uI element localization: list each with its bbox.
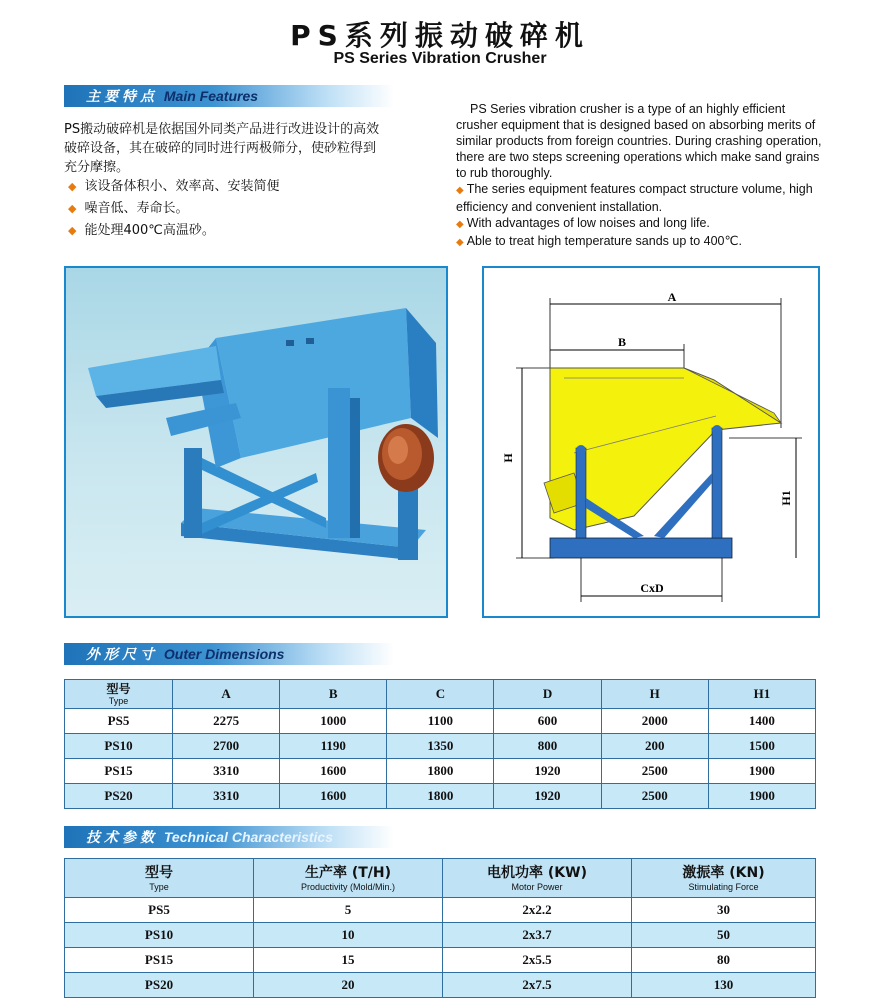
table-cell: 2x3.7 xyxy=(443,923,632,948)
table-cell: 50 xyxy=(632,923,816,948)
feature-item-en: ◆ The series equipment features compact structure volume, high efficiency and convenient installation. xyxy=(456,182,813,214)
table-cell: PS10 xyxy=(65,734,173,759)
feature-item-zh: ◆ 噪音低、寿命长。 xyxy=(68,201,189,216)
table-cell: 1900 xyxy=(708,784,815,809)
table-cell: 1400 xyxy=(708,709,815,734)
table-cell: 2500 xyxy=(601,759,708,784)
table-row xyxy=(65,923,816,948)
features-list-zh xyxy=(68,176,388,242)
table-cell: 1190 xyxy=(280,734,387,759)
features-intro-zh: PS搬动破碎机是依据国外同类产品进行改进设计的高效破碎设备，其在破碎的同时进行两极筛分，使砂粒得到充分摩擦。 xyxy=(64,122,380,175)
features-list-en xyxy=(456,181,828,251)
dimensions-table xyxy=(64,679,816,809)
diamond-bullet-icon: ◆ xyxy=(456,219,464,230)
table-cell: 3310 xyxy=(173,759,280,784)
table-cell: PS20 xyxy=(65,784,173,809)
table-cell: 1900 xyxy=(708,759,815,784)
dim-label-h: H xyxy=(501,453,515,463)
column-header: C xyxy=(387,680,494,709)
machine-photo xyxy=(64,266,448,618)
table-cell: 2x5.5 xyxy=(443,948,632,973)
table-cell: 1000 xyxy=(280,709,387,734)
table-row xyxy=(65,784,816,809)
table-row xyxy=(65,973,816,998)
table-cell: 1500 xyxy=(708,734,815,759)
table-cell: PS20 xyxy=(65,973,254,998)
table-cell: 5 xyxy=(254,898,443,923)
crusher-machine-illustration xyxy=(66,268,446,616)
dimensions-heading-en: Outer Dimensions xyxy=(163,646,285,662)
dim-label-a: A xyxy=(667,290,677,304)
column-header: D xyxy=(494,680,601,709)
features-section-header xyxy=(64,85,394,107)
table-cell: 1800 xyxy=(387,784,494,809)
table-cell: 1600 xyxy=(280,784,387,809)
features-intro-en: PS Series vibration crusher is a type of an highly efficient crusher equipment that is designed based on absorbing merits of similar products from foreign countries. During crashing operation, there are two steps screening operations which make sand grains to rub thoroughly. xyxy=(456,102,822,180)
table-cell: PS5 xyxy=(65,898,254,923)
feature-item-zh: ◆ 该设备体积小、效率高、安装简便 xyxy=(68,179,280,194)
column-header: 激振率 (KN) Stimulating Force xyxy=(632,859,816,898)
table-cell: 1800 xyxy=(387,759,494,784)
technical-heading-zh: 技术参数 xyxy=(86,830,158,846)
table-cell: 30 xyxy=(632,898,816,923)
technical-table xyxy=(64,858,816,998)
table-cell: 1350 xyxy=(387,734,494,759)
diamond-bullet-icon: ◆ xyxy=(68,224,77,237)
technical-section-header xyxy=(64,826,394,848)
dimension-drawing xyxy=(482,266,820,618)
features-heading-zh: 主要特点 xyxy=(86,89,158,105)
table-cell: 20 xyxy=(254,973,443,998)
table-cell: 2700 xyxy=(173,734,280,759)
diamond-bullet-icon: ◆ xyxy=(456,237,464,248)
dimensions-section-header xyxy=(64,643,394,665)
table-cell: 3310 xyxy=(173,784,280,809)
table-row xyxy=(65,898,816,923)
table-cell: 1100 xyxy=(387,709,494,734)
table-cell: 130 xyxy=(632,973,816,998)
dim-label-b: B xyxy=(617,335,627,349)
table-cell: 2500 xyxy=(601,784,708,809)
feature-item-en: ◆ Able to treat high temperature sands up to 400℃. xyxy=(456,234,743,248)
table-cell: PS10 xyxy=(65,923,254,948)
table-cell: 2275 xyxy=(173,709,280,734)
table-row xyxy=(65,734,816,759)
column-header: H1 xyxy=(708,680,815,709)
column-header: 电机功率 (KW) Motor Power xyxy=(443,859,632,898)
column-header: H xyxy=(601,680,708,709)
table-cell: 1600 xyxy=(280,759,387,784)
table-cell: PS5 xyxy=(65,709,173,734)
table-cell: 15 xyxy=(254,948,443,973)
diamond-bullet-icon: ◆ xyxy=(456,185,464,196)
technical-heading-en: Technical Characteristics xyxy=(163,829,334,845)
table-cell: 80 xyxy=(632,948,816,973)
page-title-en: PS Series Vibration Crusher xyxy=(333,50,547,67)
crusher-outline-diagram xyxy=(484,268,818,616)
column-header: 型号 Type xyxy=(65,859,254,898)
table-cell: 2x2.2 xyxy=(443,898,632,923)
diamond-bullet-icon: ◆ xyxy=(68,180,77,193)
column-header: 生产率 (T/H) Productivity (Mold/Min.) xyxy=(254,859,443,898)
table-cell: 1920 xyxy=(494,784,601,809)
table-cell: 2x7.5 xyxy=(443,973,632,998)
diamond-bullet-icon: ◆ xyxy=(68,202,77,215)
column-header-type: 型号 Type xyxy=(65,680,173,709)
table-cell: 10 xyxy=(254,923,443,948)
features-heading-en: Main Features xyxy=(163,88,259,104)
table-header-row xyxy=(65,680,816,709)
table-cell: PS15 xyxy=(65,948,254,973)
dimensions-heading-zh: 外形尺寸 xyxy=(86,647,158,663)
table-cell: 800 xyxy=(494,734,601,759)
dim-label-h1: H1 xyxy=(779,490,793,506)
table-row xyxy=(65,948,816,973)
table-cell: 600 xyxy=(494,709,601,734)
column-header: A xyxy=(173,680,280,709)
feature-item-en: ◆ With advantages of low noises and long life. xyxy=(456,216,710,230)
page-title-zh: PS系列振动破碎机 xyxy=(290,19,590,52)
dim-label-cxd: CxD xyxy=(640,581,664,595)
table-header-row xyxy=(65,859,816,898)
table-cell: 200 xyxy=(601,734,708,759)
column-header: B xyxy=(280,680,387,709)
table-cell: 1920 xyxy=(494,759,601,784)
table-cell: 2000 xyxy=(601,709,708,734)
table-row xyxy=(65,759,816,784)
feature-item-zh: ◆ 能处理400℃高温砂。 xyxy=(68,223,215,238)
table-cell: PS15 xyxy=(65,759,173,784)
table-row xyxy=(65,709,816,734)
